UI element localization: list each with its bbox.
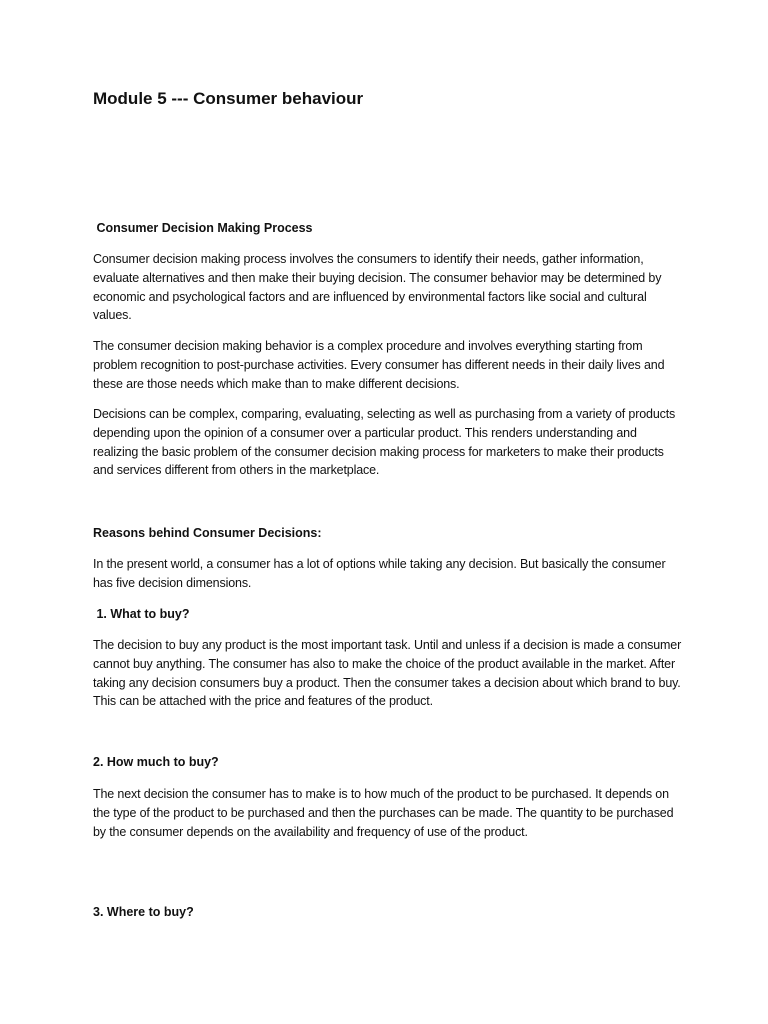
paragraph-how-much-to-buy: The next decision the consumer has to make is to how much of the product to be purchased. It depends on the type of the product to be purchased and then the purchases can be made. The quantity to be purchased by the consumer depends on the availability and frequency of use of the product. — [93, 787, 674, 839]
item-heading-what-to-buy: 1. What to buy? — [93, 607, 190, 621]
section-heading-reasons: Reasons behind Consumer Decisions: — [93, 526, 322, 540]
paragraph-decision-process-intro: Consumer decision making process involves the consumers to identify their needs, gather information, evaluate alternatives and then make their buying decision. The consumer behavior may be determined by economic and psychological factors and are influenced by environmental factors like social and cultural values. — [93, 252, 662, 323]
document-title: Module 5 --- Consumer behaviour — [93, 89, 364, 108]
paragraph-decisions-complex: Decisions can be complex, comparing, evaluating, selecting as well as purchasing from a variety of products depending upon the opinion of a consumer over a particular product. This renders understanding and realizing the basic problem of the consumer decision making process for marketers to make their products and services different from others in the marketplace. — [93, 407, 676, 478]
item-heading-where-to-buy: 3. Where to buy? — [93, 905, 194, 919]
paragraph-reasons: In the present world, a consumer has a lot of options while taking any decision. But basically the consumer has five decision dimensions. — [93, 557, 666, 590]
item-heading-how-much-to-buy: 2. How much to buy? — [93, 755, 219, 769]
section-heading-decision-process: Consumer Decision Making Process — [93, 221, 313, 235]
paragraph-decision-behavior: The consumer decision making behavior is a complex procedure and involves everything starting from problem recognition to post-purchase activities. Every consumer has different needs in their daily lives and these are those needs which make than to make different decisions. — [93, 339, 665, 391]
paragraph-what-to-buy: The decision to buy any product is the most important task. Until and unless if a decision is made a consumer cannot buy anything. The consumer has also to make the choice of the product available in the market. After taking any decision consumers buy a product. Then the consumer takes a decision about which brand to buy. This can be attached with the price and features of the product. — [93, 638, 682, 709]
